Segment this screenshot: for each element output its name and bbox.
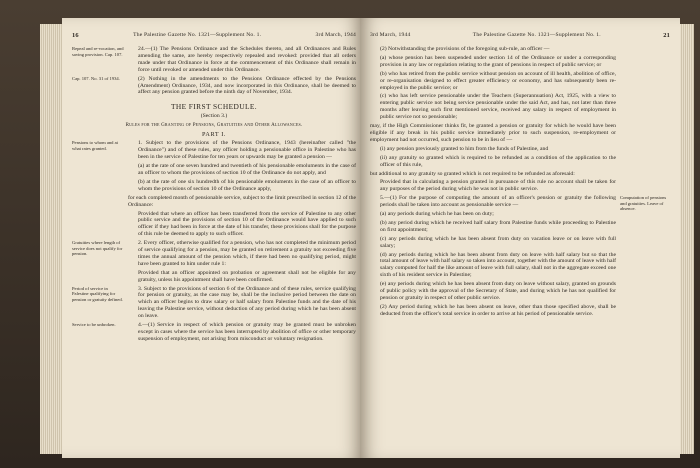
rule-4-2-block xyxy=(370,46,670,195)
left-page xyxy=(62,18,362,458)
paragraph: (i) any pension previously granted to him from the funds of Palestine, and xyxy=(380,145,549,152)
paragraph: may, if the High Commissioner thinks fit, be granted a pension or gratuity for which he would have been eligible if any break in his public service immediately prior to such suspension, re-employment or employment had not occurred, such pension to be in lieu of — xyxy=(370,123,616,143)
left-gazette-title: The Palestine Gazette No. 1321—Supplement No. 1. xyxy=(133,32,262,38)
rule-4-block xyxy=(72,322,356,345)
rule-paragraph: 2. Every officer, otherwise qualified for a pension, who has not completed the minimum period of service qualifying for a pension, may be granted on retirement a gratuity not exceeding five times the annual amount of the pension which, if there had been no qualifying period, might have been granted to him under rule 1: xyxy=(138,240,356,267)
part-heading: PART I. xyxy=(201,131,227,139)
rule-paragraph: Provided that an officer appointed on probation or agreement shall not be eligible for any gratuity, unless his appointment shall have been confirmed. xyxy=(138,269,356,283)
rule-paragraph: 3. Subject to the provisions of section 6 of the Ordinance and of these rules, service qualifying for pension or gratuity, as the case may be, shall be the inclusive period between the date on which an officer begins to draw salary or half salary from Palestine funds and the date of his leaving the Palestine service, without deduction of any period during which he has been absent on leave. xyxy=(138,285,356,320)
margin-note: Cap. 107. No. 31 of 1934. xyxy=(72,75,120,81)
rule-paragraph: (b) at the rate of one six hundredth of his pensionable emoluments in the case of an officer to whom the provisions of section 10 of the Ordinance apply, xyxy=(138,178,356,192)
right-page xyxy=(360,18,680,458)
paragraph: (d) any periods during which he has been absent from duty on leave with half salary but so that the total amount of leave with half salary so taken into account, together with the amount of leave with half salary computed for half the like amount of leave with full salary, shall not in the aggregate exceed one sixth of his resident service in Palestine; xyxy=(380,251,616,279)
paragraph: (c) who has left service pensionable under the Teachers (Superannuation) Act, 1925, with a view to entering public service not being service pensionable under the said Act, and has, not later than three months after leaving such first mentioned service, received any salary in respect of employment in public service not so pensionable; xyxy=(380,93,616,121)
rule-3-block xyxy=(72,286,356,323)
schedule-section: (Section 3.) xyxy=(200,113,228,120)
paragraph: (b) any period during which he received half salary from Palestine funds while proceeding to Palestine on first appointment; xyxy=(380,219,616,233)
paragraph: (2) Any period during which he has been absent on leave, other than those specified above, shall be deducted from the officer's total service in order to arrive at his period of pensionable service. xyxy=(380,303,616,317)
right-page-header xyxy=(370,32,670,39)
section-24-2-block xyxy=(72,76,356,99)
right-header-date: 3rd March, 1944 xyxy=(370,32,411,38)
rule-paragraph: 1. Subject to the provisions of the Pensions Ordinance, 1943 (hereinafter called "the Ordinance") and of these rules, any officer holding a pensionable office in Palestine who has been in the service of Palestine for ten years or upwards may be granted a pension — xyxy=(138,140,356,161)
paragraph: Provided that in calculating a pension granted in pursuance of this rule no account shall be taken for any purposes of the period during which he was not in public service. xyxy=(380,179,616,193)
left-page-edges xyxy=(40,24,62,454)
paragraph: (c) any periods during which he has been absent from duty on vacation leave or on leave with full salary; xyxy=(380,235,616,249)
rule-paragraph: Provided that where an officer has been transferred from the service of Palestine to any other public service and the provisions of section 10 of the Ordinance would have applied to such officer if they had been in force at the date of his transfer, these provisions shall for the purpose of this rule be deemed to apply to such officer. xyxy=(138,210,356,238)
left-header-date: 3rd March, 1944 xyxy=(315,32,356,38)
margin-note: Period of service in Palestine qualifying for pension or gratuity defined. xyxy=(72,285,123,302)
margin-note: Service to be unbroken. xyxy=(72,322,116,328)
rule-2-block xyxy=(72,240,356,285)
paragraph: (e) any periods during which he has been absent from duty on leave without salary, granted on grounds of public policy with the approval of the Secretary of State, and during which he has not qualified for pension or gratuity in respect of other public service. xyxy=(380,281,616,301)
rule-paragraph: (a) at the rate of one seven hundred and twentieth of his pensionable emoluments in the case of an officer to whom the provisions of section 10 of the Ordinance do not apply, and xyxy=(138,163,356,176)
right-gazette-title: The Palestine Gazette No. 1321—Supplement No. 1. xyxy=(472,32,601,38)
paragraph: (a) any periods during which he has been on duty; xyxy=(380,211,494,218)
right-page-edges xyxy=(680,24,694,454)
left-page-number: 16 xyxy=(72,32,79,39)
paragraph: 5.—(1) For the purpose of computing the amount of an officer's pension or gratuity the following periods shall be taken into account as pensionable service — xyxy=(380,195,616,209)
rule-paragraph: for each completed month of pensionable service, subject to the limit prescribed in section 12 of the Ordinance: xyxy=(128,194,356,208)
paragraph: (ii) any gratuity so granted which is required to be refunded as a condition of the application to the officer of this rule, xyxy=(380,154,616,168)
schedule-title: THE FIRST SCHEDULE. xyxy=(170,102,258,112)
rule-5-block xyxy=(370,195,670,320)
margin-note: Gratuities where length of service does not qualify for pension. xyxy=(72,240,123,257)
rule-paragraph: 4.—(1) Service in respect of which pension or gratuity may be granted must be unbroken except in cases where the service has been interrupted by abolition of office or other temporary suspension of employment, not arising from misconduct or voluntary resignation. xyxy=(138,322,356,342)
right-page-number: 21 xyxy=(663,32,670,39)
paragraph: but additional to any gratuity so granted which is not required to be refunded as aforesaid: xyxy=(370,170,575,177)
rule-1-block xyxy=(72,140,356,240)
margin-note: Pensions to whom and at what rates granted. xyxy=(72,140,118,151)
left-page-header xyxy=(72,32,356,39)
paragraph: (2) Notwithstanding the provisions of the foregoing sub-rule, an officer — xyxy=(380,46,550,52)
paragraph: 24.—(1) The Pensions Ordinance and the Schedules thereto, and all Ordinances and Rules amending the same, are hereby respectively repealed and revoked: provided that all orders made under that Ordinance in force at the commencement of this Ordinance shall remain in force until revoked or amended under this Ordinance. xyxy=(138,46,356,73)
paragraph: (a) whose pension has been suspended under section 14 of the Ordinance or under a corresponding provision in any law or regulation relating to the grant of pensions in respect of public service; or xyxy=(380,54,616,68)
paragraph: (2) Nothing in the amendments to the Pensions Ordinance effected by the Pensions (Amendment) Ordinance, 1934, and now incorporated in this Ordinance, shall be deemed to affect any pension granted before the ninth day of November, 1934. xyxy=(138,75,356,96)
margin-note: Computation of pensions and gratuities. Leave of absence. xyxy=(620,195,667,212)
rules-title: Rules for the Granting of Pensions, Gratuities and Other Allowances. xyxy=(125,123,303,129)
section-24-block xyxy=(72,46,356,76)
margin-note: Repeal and re-vocation, and saving provision. Cap. 107. xyxy=(72,46,124,57)
paragraph: (b) who has retired from the public service without pension on account of ill health, abolition of office, or re-organisation designed to effect greater efficiency or economy, and has subsequently been re-employed in the public service; or xyxy=(380,70,616,91)
